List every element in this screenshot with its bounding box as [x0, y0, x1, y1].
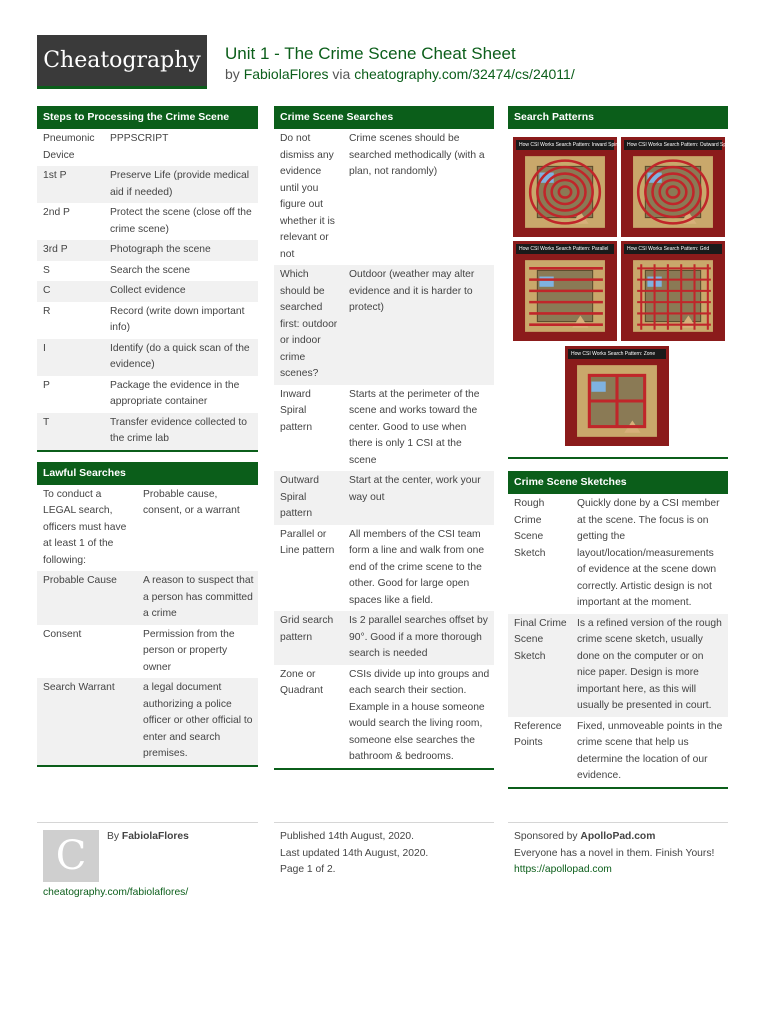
pattern-label: How CSI Works Search Pattern: Inward Spiral [516, 140, 614, 150]
row-value: A reason to suspect that a person has committed a crime [137, 571, 258, 625]
sponsored-by: Sponsored by [514, 831, 578, 842]
row-value: Transfer evidence collected to the crime lab [104, 413, 258, 450]
row-key: 3rd P [37, 240, 104, 261]
row-value: All members of the CSI team form a line and walk from one end of the crime scene to the other. Good for large open spaces like a field. [349, 528, 485, 606]
footer-rule-2 [274, 822, 494, 823]
row-key: Final Crime Scene Sketch [508, 614, 571, 717]
row-value: PPPSCRIPT [110, 133, 169, 144]
table-row [37, 625, 258, 679]
table-row [274, 129, 494, 265]
table-row [274, 665, 494, 768]
cheatography-logo[interactable]: Cheatography [37, 35, 207, 89]
search-pattern-image [565, 346, 669, 446]
footer-rule-3 [508, 822, 728, 823]
table-row [508, 717, 728, 787]
column-1 [37, 106, 258, 767]
search-pattern-image [513, 241, 617, 341]
row-value: Collect evidence [104, 281, 258, 302]
row-key: T [37, 413, 104, 450]
footer-author [107, 829, 189, 846]
table-row [37, 485, 258, 572]
pattern-label: How CSI Works Search Pattern: Zone [568, 349, 666, 359]
sketches-box [508, 471, 728, 789]
pattern-label: How CSI Works Search Pattern: Outward Spiral [624, 140, 722, 150]
row-key: Search Warrant [37, 678, 137, 765]
table-row [37, 376, 258, 413]
column-3 [508, 106, 733, 789]
row-key: Probable Cause [37, 571, 137, 625]
footer-rule-1 [37, 822, 258, 823]
row-key: Pneumonic Device [43, 133, 95, 161]
lawful-title: Lawful Searches [37, 462, 258, 485]
author-link[interactable]: FabiolaFlores [243, 66, 329, 82]
searches-box [274, 106, 494, 770]
lawful-table [37, 485, 258, 765]
row-value: Search the scene [110, 264, 191, 276]
page-number: Page 1 of 2. [280, 864, 336, 875]
row-key: S [43, 264, 50, 276]
row-value: Identify (do a quick scan of the evidence) [104, 339, 258, 376]
searches-table [274, 129, 494, 768]
column-2 [274, 106, 494, 770]
pattern-label: How CSI Works Search Pattern: Grid [624, 244, 722, 254]
row-key: 2nd P [43, 207, 70, 218]
row-key: Outward Spiral pattern [274, 471, 343, 525]
search-pattern-image [621, 137, 733, 237]
row-value: Record (write down important info) [110, 305, 245, 333]
row-value: Protect the scene (close off the crime scene) [110, 207, 252, 235]
author-profile-link[interactable]: cheatography.com/fabiolaflores/ [43, 887, 189, 898]
row-key: Inward Spiral pattern [280, 388, 313, 433]
table-row [37, 678, 258, 765]
table-row [508, 614, 728, 717]
row-value: Is a refined version of the rough crime scene sketch, usually done on the computer or on nice paper. Design is more important here, as this will usually be presented in court. [571, 614, 728, 717]
table-row [37, 339, 258, 376]
table-row [508, 494, 728, 614]
footer-author-name[interactable]: FabiolaFlores [121, 831, 189, 842]
table-row [37, 281, 258, 302]
table-row [274, 525, 494, 612]
row-key: Which should be searched first: outdoor or indoor crime scenes? [274, 265, 343, 385]
searches-title: Crime Scene Searches [274, 106, 494, 129]
table-row [37, 240, 258, 261]
table-row [37, 166, 258, 203]
row-value: Quickly done by a CSI member at the scene. The focus is on getting the layout/location/measurements of evidence at the scene down correctly. Artistic design is not important at the moment. [577, 498, 720, 608]
search-pattern-image [621, 241, 725, 341]
footer-by: By [107, 831, 120, 842]
table-row [274, 265, 494, 385]
steps-table [37, 129, 258, 450]
row-key: I [37, 339, 104, 376]
table-row [37, 203, 258, 240]
table-row [37, 571, 258, 625]
sketches-title: Crime Scene Sketches [508, 471, 728, 494]
row-key: P [43, 379, 50, 391]
row-value: Photograph the scene [104, 240, 258, 261]
lawful-box [37, 462, 258, 767]
sponsor-tagline: Everyone has a novel in them. Finish Yours! [514, 847, 715, 859]
sponsor-name[interactable]: ApolloPad.com [580, 831, 656, 842]
row-value: Start at the center, work your way out [343, 471, 494, 525]
row-value: a legal document authorizing a police officer or other official to enter and search premises. [137, 678, 258, 765]
published-date: Published 14th August, 2020. [280, 831, 414, 842]
row-value: Outdoor (weather may alter evidence and it is harder to protect) [343, 265, 494, 385]
sheet-url-link[interactable]: cheatography.com/32474/cs/24011/ [354, 66, 575, 82]
row-value: Starts at the perimeter of the scene and works toward the center. Good to use when there is only 1 CSI at the scene [349, 388, 480, 466]
row-value: Preserve Life (provide medical aid if needed) [104, 166, 258, 203]
footer-dates [280, 829, 428, 879]
row-value: CSIs divide up into groups and each search their section. Example in a house someone would search the living room, someone else searches the bathroom & bedrooms. [349, 668, 490, 762]
row-key: 1st P [37, 166, 104, 203]
footer-sponsor [514, 829, 724, 879]
row-key: Do not dismiss any evidence until you figure out whether it is relevant or not [280, 133, 335, 260]
row-key: Reference Points [514, 720, 562, 748]
table-row [37, 302, 258, 339]
row-value: Crime scenes should be searched methodically (with a plan, not randomly) [349, 133, 485, 177]
table-row [37, 413, 258, 450]
row-key: Zone or Quadrant [280, 668, 323, 696]
row-value: Probable cause, consent, or a warrant [143, 488, 240, 516]
table-row [274, 611, 494, 665]
search-pattern-image [513, 137, 621, 237]
footer-author-url[interactable] [43, 885, 188, 902]
row-value: Package the evidence in the appropriate container [110, 379, 240, 407]
sketches-table [508, 494, 728, 787]
page-title: Unit 1 - The Crime Scene Cheat Sheet [225, 44, 516, 63]
row-value: Is 2 parallel searches offset by 90°. Good if a more thorough search is needed [343, 611, 494, 665]
by-prefix: by [225, 66, 240, 82]
patterns-images [508, 129, 733, 457]
steps-title: Steps to Processing the Crime Scene [37, 106, 258, 129]
row-key: R [43, 305, 51, 317]
steps-box [37, 106, 258, 452]
updated-date: Last updated 14th August, 2020. [280, 847, 429, 859]
pattern-label: How CSI Works Search Pattern: Parallel [516, 244, 614, 254]
author-avatar[interactable]: C [43, 830, 99, 882]
row-key: Rough Crime Scene Sketch [514, 498, 546, 559]
table-row [274, 385, 494, 472]
table-row [274, 471, 494, 525]
byline [225, 66, 575, 82]
row-key: Parallel or Line pattern [280, 528, 335, 556]
row-key: Consent [43, 628, 82, 640]
row-value: Fixed, unmoveable points in the crime scene that help us determine the location of our evidence. [577, 720, 723, 781]
table-row [37, 261, 258, 282]
via-text: via [332, 66, 351, 82]
row-key: Grid search pattern [274, 611, 343, 665]
table-row [37, 129, 258, 166]
sponsor-link[interactable]: https://apollopad.com [514, 864, 612, 875]
patterns-box [508, 106, 733, 459]
row-value: Permission from the person or property owner [143, 628, 235, 673]
row-key: C [37, 281, 104, 302]
row-key: To conduct a LEGAL search, officers must have at least 1 of the following: [43, 488, 127, 566]
patterns-title: Search Patterns [508, 106, 728, 129]
